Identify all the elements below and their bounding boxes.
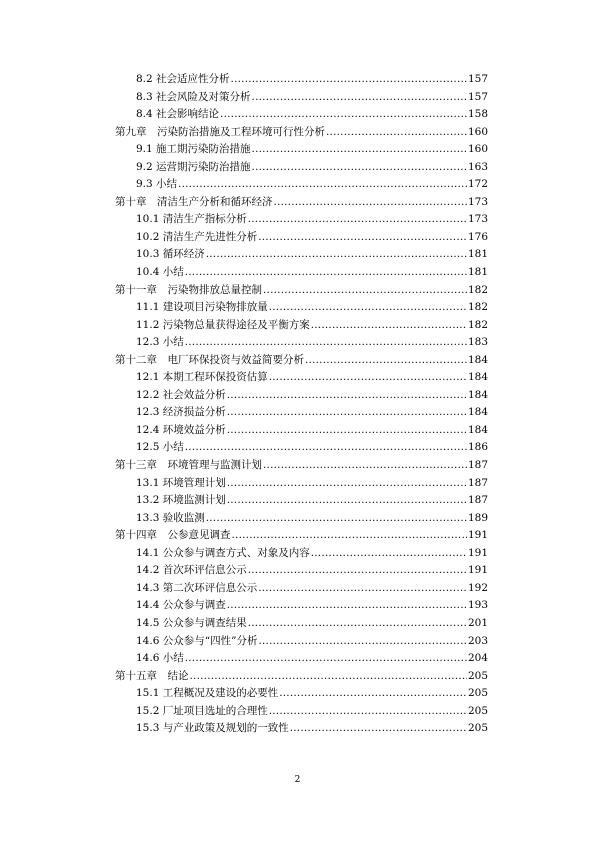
toc-entry-title: 8.2 社会适应性分析 <box>136 73 230 85</box>
toc-dot-leader <box>206 510 467 528</box>
toc-entry[interactable] <box>115 580 488 598</box>
toc-entry[interactable] <box>115 439 488 457</box>
toc-dot-leader <box>305 352 467 370</box>
toc-entry-title: 第十二章 电厂环保投资与效益简要分析 <box>115 353 304 366</box>
toc-entry-page: 184 <box>467 388 488 401</box>
toc-entry-page: 187 <box>467 459 488 472</box>
toc-entry-title: 12.1 本期工程环保投资估算 <box>136 371 268 384</box>
toc-entry-page: 186 <box>467 441 488 454</box>
toc-entry-title: 14.5 公众参与调查结果 <box>136 616 247 629</box>
toc-entry-page: 182 <box>467 301 488 314</box>
toc-entry-title: 9.1 施工期污染防治措施 <box>136 143 251 156</box>
toc-entry-title: 9.3 小结 <box>136 178 178 191</box>
toc-entry-page: 176 <box>467 230 488 243</box>
toc-entry[interactable] <box>115 650 488 668</box>
toc-entry-title: 8.3 社会风险及对策分析 <box>136 90 251 103</box>
toc-dot-leader <box>227 404 467 422</box>
toc-entry-page: 203 <box>467 634 488 647</box>
toc-entry-title: 13.2 环境监测计划 <box>136 494 226 507</box>
toc-entry-page: 205 <box>467 687 488 700</box>
toc-entry[interactable] <box>115 106 488 124</box>
toc-entry-title: 第九章 污染防治措施及工程环境可行性分析 <box>115 125 325 138</box>
toc-entry[interactable] <box>115 510 488 528</box>
toc-entry-page: 204 <box>467 652 488 665</box>
toc-entry-title: 10.1 清洁生产指标分析 <box>136 213 247 226</box>
toc-entry[interactable] <box>115 211 488 229</box>
toc-entry[interactable] <box>115 404 488 422</box>
toc-entry-page: 182 <box>467 283 488 296</box>
toc-entry-title: 第十章 清洁生产分析和循环经济 <box>115 195 273 208</box>
toc-dot-leader <box>252 159 467 177</box>
toc-entry[interactable] <box>115 545 488 563</box>
toc-dot-leader <box>248 615 467 633</box>
toc-entry[interactable] <box>115 124 488 142</box>
toc-dot-leader <box>227 475 467 493</box>
toc-entry-title: 11.2 污染物总量获得途径及平衡方案 <box>136 318 310 331</box>
toc-entry-title: 12.5 小结 <box>136 441 184 454</box>
toc-dot-leader <box>178 176 467 194</box>
toc-entry-page: 160 <box>467 143 488 156</box>
toc-entry-title: 12.4 环境效益分析 <box>136 423 226 436</box>
toc-entry-title: 15.1 工程概况及建设的必要性 <box>136 687 279 700</box>
toc-entry-title: 14.1 公众参与调查方式、对象及内容 <box>136 546 310 559</box>
toc-entry[interactable] <box>115 89 488 107</box>
toc-dot-leader <box>227 422 467 440</box>
toc-dot-leader <box>269 369 467 387</box>
toc-dot-leader <box>326 124 467 142</box>
toc-entry-page: 160 <box>467 125 488 138</box>
toc-entry-title: 14.3 第二次环评信息公示 <box>136 581 258 594</box>
toc-entry-page: 184 <box>467 406 488 419</box>
toc-dot-leader <box>227 597 467 615</box>
toc-entry[interactable] <box>115 422 488 440</box>
toc-entry[interactable] <box>115 492 488 510</box>
toc-dot-leader <box>279 685 467 703</box>
toc-entry[interactable] <box>115 194 488 212</box>
toc-entry[interactable] <box>115 334 488 352</box>
toc-entry-page: 163 <box>467 160 488 173</box>
toc-entry-page: 189 <box>467 511 488 524</box>
toc-entry-page: 183 <box>467 336 488 349</box>
toc-entry-page: 158 <box>467 108 488 121</box>
table-of-contents <box>115 71 488 738</box>
toc-entry[interactable] <box>115 229 488 247</box>
toc-entry[interactable] <box>115 369 488 387</box>
toc-entry[interactable] <box>115 317 488 335</box>
toc-dot-leader <box>269 703 467 721</box>
toc-entry-page: 187 <box>467 494 488 507</box>
toc-entry-title: 8.4 社会影响结论 <box>136 108 220 121</box>
toc-dot-leader <box>252 89 467 107</box>
toc-entry[interactable] <box>115 282 488 300</box>
toc-dot-leader <box>274 194 467 212</box>
toc-entry-title: 14.2 首次环评信息公示 <box>136 564 247 577</box>
toc-entry[interactable] <box>115 71 488 89</box>
toc-entry-page: 184 <box>467 353 488 366</box>
toc-dot-leader <box>258 633 467 651</box>
toc-dot-leader <box>185 650 467 668</box>
toc-entry-title: 10.2 清洁生产先进性分析 <box>136 230 258 243</box>
toc-entry[interactable] <box>115 299 488 317</box>
toc-entry[interactable] <box>115 176 488 194</box>
toc-entry-page: 172 <box>467 178 488 191</box>
toc-entry-title: 14.6 公众参与“四性”分析 <box>136 634 258 647</box>
toc-dot-leader <box>227 492 467 510</box>
toc-dot-leader <box>248 211 467 229</box>
toc-entry-title: 10.4 小结 <box>136 266 184 279</box>
toc-entry-page: 192 <box>467 581 488 594</box>
page-number: 2 <box>294 775 301 785</box>
toc-entry-title: 14.4 公众参与调查 <box>136 599 226 612</box>
toc-entry-page: 191 <box>467 529 488 542</box>
toc-dot-leader <box>185 264 467 282</box>
toc-entry[interactable] <box>115 352 488 370</box>
toc-dot-leader <box>311 545 467 563</box>
toc-entry-title: 13.1 环境管理计划 <box>136 476 226 489</box>
toc-entry-title: 11.1 建设项目污染物排放量 <box>136 301 268 314</box>
toc-entry-title: 15.3 与产业政策及规划的一致性 <box>136 722 289 735</box>
toc-dot-leader <box>185 334 467 352</box>
toc-entry-title: 12.3 小结 <box>136 336 184 349</box>
toc-entry-page: 191 <box>467 564 488 577</box>
toc-entry-page: 173 <box>467 213 488 226</box>
toc-entry-title: 10.3 循环经济 <box>136 248 205 261</box>
toc-dot-leader <box>269 299 467 317</box>
toc-dot-leader <box>232 527 467 545</box>
toc-entry-page: 182 <box>467 318 488 331</box>
toc-entry[interactable] <box>115 457 488 475</box>
toc-entry-page: 205 <box>467 722 488 735</box>
toc-entry-title: 13.3 验收监测 <box>136 511 205 524</box>
toc-entry-page: 181 <box>467 266 488 279</box>
toc-entry[interactable] <box>115 668 488 686</box>
toc-entry[interactable] <box>115 159 488 177</box>
toc-entry-page: 205 <box>467 704 488 717</box>
toc-entry-title: 12.2 社会效益分析 <box>136 388 226 401</box>
toc-entry[interactable] <box>115 597 488 615</box>
toc-entry[interactable] <box>115 633 488 651</box>
toc-entry[interactable] <box>115 562 488 580</box>
toc-entry-page: 187 <box>467 476 488 489</box>
toc-entry-title: 第十一章 污染物排放总量控制 <box>115 283 262 296</box>
toc-dot-leader <box>248 562 467 580</box>
toc-entry-page: 205 <box>467 669 488 682</box>
toc-entry-page: 184 <box>467 371 488 384</box>
toc-entry-page: 157 <box>467 90 488 103</box>
toc-dot-leader <box>231 71 467 89</box>
toc-dot-leader <box>190 668 467 686</box>
toc-entry[interactable] <box>115 264 488 282</box>
toc-dot-leader <box>252 141 467 159</box>
toc-entry[interactable] <box>115 475 488 493</box>
toc-entry-page: 157 <box>467 73 488 85</box>
toc-entry[interactable] <box>115 685 488 703</box>
toc-dot-leader <box>290 720 467 738</box>
toc-dot-leader <box>258 580 467 598</box>
toc-entry-title: 第十三章 环境管理与监测计划 <box>115 459 262 472</box>
toc-entry[interactable] <box>115 387 488 405</box>
toc-entry-page: 184 <box>467 423 488 436</box>
toc-entry-page: 173 <box>467 195 488 208</box>
toc-entry-title: 15.2 厂址项目选址的合理性 <box>136 704 268 717</box>
toc-dot-leader <box>185 439 467 457</box>
toc-entry-page: 193 <box>467 599 488 612</box>
toc-entry[interactable] <box>115 703 488 721</box>
toc-dot-leader <box>258 229 467 247</box>
toc-entry[interactable] <box>115 615 488 633</box>
toc-entry[interactable] <box>115 141 488 159</box>
toc-entry-title: 第十四章 公参意见调查 <box>115 529 231 542</box>
toc-dot-leader <box>311 317 467 335</box>
toc-entry[interactable] <box>115 720 488 738</box>
toc-entry[interactable] <box>115 246 488 264</box>
toc-entry-title: 12.3 经济损益分析 <box>136 406 226 419</box>
toc-entry-page: 201 <box>467 616 488 629</box>
toc-dot-leader <box>206 246 467 264</box>
toc-dot-leader <box>227 387 467 405</box>
toc-entry-title: 9.2 运营期污染防治措施 <box>136 160 251 173</box>
toc-dot-leader <box>263 282 467 300</box>
toc-entry-page: 191 <box>467 546 488 559</box>
toc-entry[interactable] <box>115 527 488 545</box>
toc-dot-leader <box>263 457 467 475</box>
toc-entry-title: 14.6 小结 <box>136 652 184 665</box>
toc-entry-page: 181 <box>467 248 488 261</box>
toc-dot-leader <box>220 106 467 124</box>
toc-entry-title: 第十五章 结论 <box>115 669 189 682</box>
